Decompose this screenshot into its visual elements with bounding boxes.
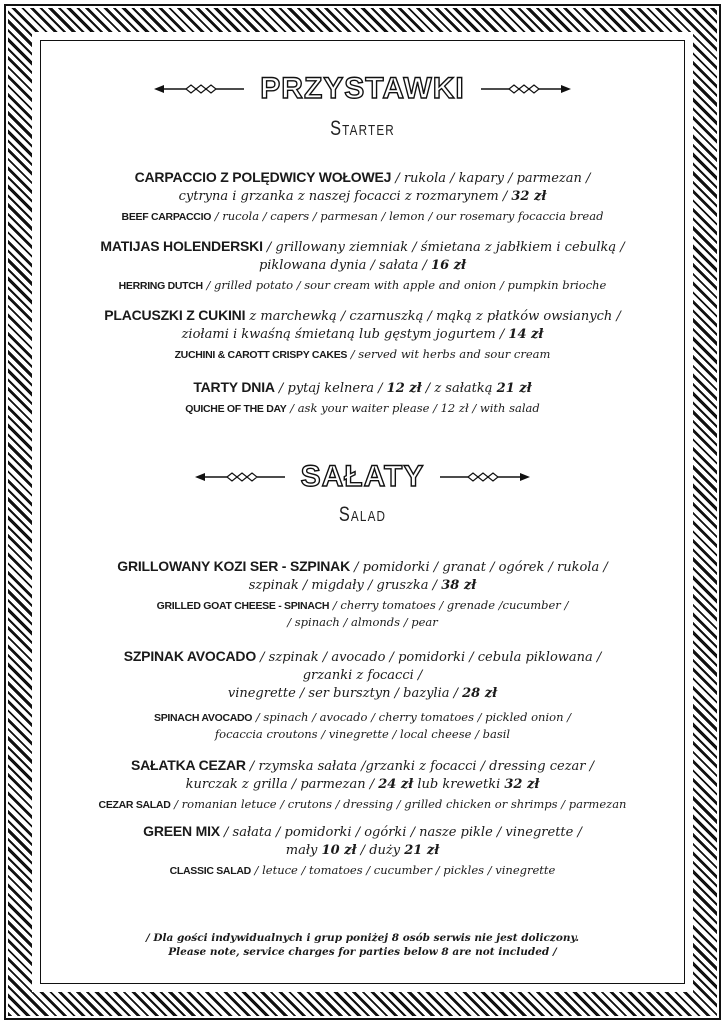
dish-description: ziołami i kwaśną śmietaną lub gęstym jogurtem / <box>181 327 509 342</box>
ornament-arrow-left-icon <box>154 82 244 96</box>
dish-price-with-salad: 21 zł <box>496 381 532 396</box>
dish-description: piklowana dynia / sałata / <box>258 258 432 273</box>
dish-description: cytryna i grzanka z naszej focacci z rozmarynem / <box>178 189 512 204</box>
menu-item-carpaccio <box>95 168 630 225</box>
dish-name: PLACUSZKI Z CUKINI <box>104 307 246 323</box>
dish-description: grzanki z focacci / <box>302 668 423 683</box>
dish-name: GRILLOWANY KOZI SER - SZPINAK <box>117 558 350 574</box>
dish-name-english: HERRING DUTCH <box>118 280 203 292</box>
dish-description-english: / spinach / avocado / cherry tomatoes / pickled onion / <box>252 710 571 724</box>
menu-item-cezar <box>95 756 630 813</box>
menu-item-matijas <box>95 237 630 294</box>
dish-name: SZPINAK AVOCADO <box>123 648 257 664</box>
dish-description-english: / served wit herbs and sour cream <box>347 347 551 361</box>
dish-description: mały <box>285 843 322 858</box>
dish-price-shrimps: 32 zł <box>504 777 540 792</box>
dish-price: 28 zł <box>462 686 498 701</box>
service-charge-note-polish: / Dla gości indywidualnych i grup poniżej 8 osób serwis nie jest doliczony. <box>145 932 580 944</box>
dish-description: / rzymska sałata /grzanki z focacci / dressing cezar / <box>245 759 595 774</box>
dish-name: MATIJAS HOLENDERSKI <box>100 238 263 254</box>
dish-price: 12 zł <box>386 381 422 396</box>
dish-price: 14 zł <box>508 327 544 342</box>
dish-price: 32 zł <box>511 189 547 204</box>
dish-description: lub krewetki <box>413 777 505 792</box>
dish-description: / sałata / pomidorki / ogórki / nasze pikle / vinegrette / <box>219 825 582 840</box>
dish-description-english: / rucola / capers / parmesan / lemon / our rosemary focaccia bread <box>211 209 604 223</box>
dish-description: kurczak z grilla / parmezan / <box>185 777 379 792</box>
dish-description: z marchewką / czarnuszką / mąką z płatków owsianych / <box>245 309 621 324</box>
dish-name: CARPACCIO Z POLĘDWICY WOŁOWEJ <box>134 169 392 185</box>
dish-name: TARTY DNIA <box>193 379 275 395</box>
menu-item-green-mix <box>95 822 630 879</box>
ornament-arrow-left-icon <box>195 470 285 484</box>
dish-name-english: SPINACH AVOCADO <box>153 712 253 724</box>
menu-item-placuszki <box>95 306 630 363</box>
dish-name-english: ZUCHINI & CAROTT CRISPY CAKES <box>174 349 348 361</box>
dish-description-english: / spinach / almonds / pear <box>287 615 438 629</box>
dish-description-english: / cherry tomatoes / grenade /cucumber / <box>329 598 569 612</box>
dish-price-large: 21 zł <box>404 843 440 858</box>
starters-heading <box>0 74 725 104</box>
dish-price-small: 10 zł <box>321 843 357 858</box>
dish-price: 38 zł <box>441 578 477 593</box>
dish-description: / pytaj kelnera / <box>274 381 387 396</box>
dish-description-english: / ask your waiter please / 12 zł / with salad <box>286 401 540 415</box>
menu-item-szpinak-avocado <box>95 647 630 742</box>
salads-heading <box>0 462 725 492</box>
ornament-arrow-right-icon <box>440 470 530 484</box>
service-charge-note <box>0 931 725 959</box>
dish-price: 16 zł <box>431 258 467 273</box>
section-title-salads: SAŁATY <box>300 460 425 493</box>
dish-description: vinegrette / ser bursztyn / bazylia / <box>227 686 463 701</box>
dish-description: / grillowany ziemniak / śmietana z jabłkiem i cebulką / <box>262 240 625 255</box>
service-charge-note-english: Please note, service charges for parties below 8 are not included / <box>168 946 557 958</box>
dish-description: / rukola / kapary / parmezan / <box>391 171 591 186</box>
dish-description: szpinak / migdały / gruszka / <box>248 578 442 593</box>
dish-description-english: / letuce / tomatoes / cucumber / pickles / vinegrette <box>250 863 556 877</box>
dish-description: / z sałatką <box>421 381 497 396</box>
dish-name-english: CEZAR SALAD <box>98 799 171 811</box>
dish-name: SAŁATKA CEZAR <box>130 757 246 773</box>
dish-description-english: / grilled potato / sour cream with apple and onion / pumpkin brioche <box>202 278 607 292</box>
ornament-arrow-right-icon <box>481 82 571 96</box>
dish-name-english: QUICHE OF THE DAY <box>185 403 287 415</box>
menu-item-kozi-ser <box>95 557 630 630</box>
section-title-starters: PRZYSTAWKI <box>260 72 465 105</box>
dish-name-english: GRILLED GOAT CHEESE - SPINACH <box>156 600 330 612</box>
section-subtitle-starters: Starter <box>330 117 395 140</box>
dish-name: GREEN MIX <box>143 823 220 839</box>
dish-description-english: / romanian letuce / crutons / dressing / grilled chicken or shrimps / parmezan <box>170 797 627 811</box>
dish-price: 24 zł <box>378 777 414 792</box>
dish-description: / duży <box>356 843 405 858</box>
dish-description: / szpinak / avocado / pomidorki / cebula piklowana / <box>256 650 602 665</box>
dish-description: / pomidorki / granat / ogórek / rukola / <box>350 560 608 575</box>
menu-item-tarty <box>95 378 630 417</box>
dish-name-english: BEEF CARPACCIO <box>121 211 212 223</box>
dish-description-english: focaccia croutons / vinegrette / local cheese / basil <box>214 727 511 741</box>
dish-name-english: CLASSIC SALAD <box>169 865 251 877</box>
section-subtitle-salads: Salad <box>338 503 387 526</box>
